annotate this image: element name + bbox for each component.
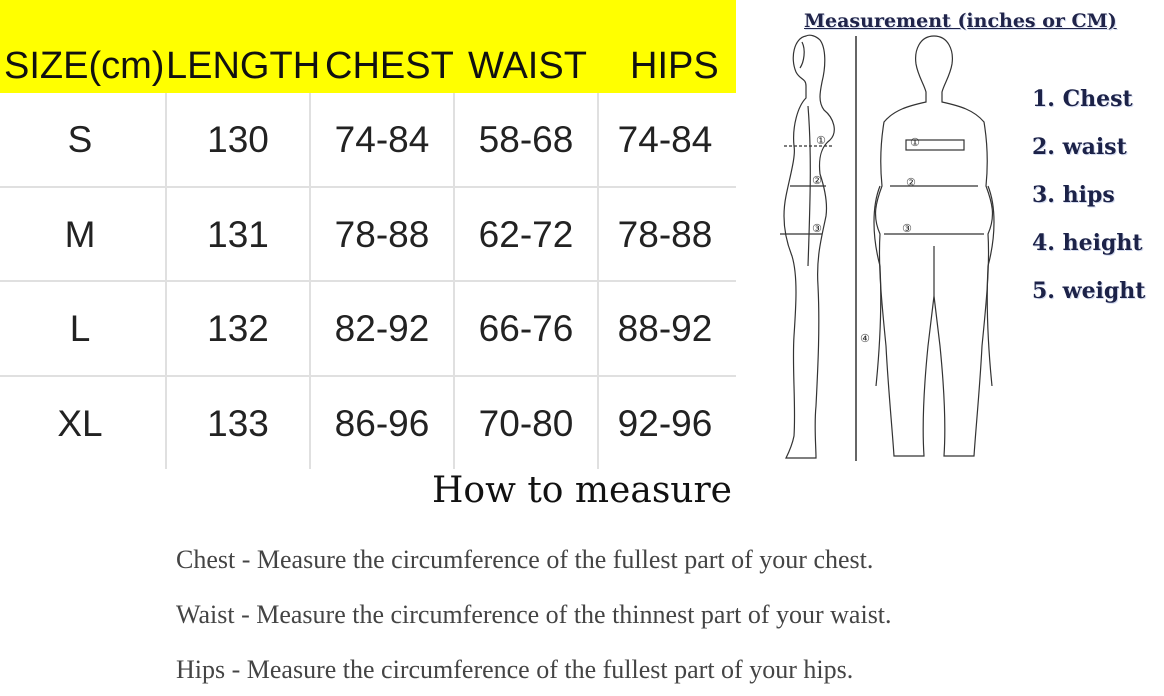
- size-cell: XL: [57, 403, 103, 444]
- table-row: [0, 377, 736, 471]
- waist-cell: 70-80: [478, 403, 574, 444]
- chest-cell: 78-88: [334, 214, 430, 255]
- marker-1-front: ①: [910, 136, 920, 149]
- instruction-chest: Chest - Measure the circumference of the fullest part of your chest.: [176, 545, 874, 574]
- hips-cell: 74-84: [617, 119, 713, 160]
- length-cell: 130: [207, 119, 269, 160]
- chest-cell: 82-92: [334, 308, 430, 349]
- table-row: [0, 93, 736, 187]
- how-to-measure-heading: How to measure: [432, 470, 732, 511]
- legend-item-chest: 1. Chest: [1032, 86, 1133, 112]
- legend-item-hips: 3. hips: [1032, 182, 1115, 208]
- hips-cell: 88-92: [617, 308, 713, 349]
- marker-3-side: ③: [812, 222, 822, 235]
- marker-1-side: ①: [816, 134, 826, 147]
- chest-cell: 74-84: [334, 119, 430, 160]
- table-row: [0, 282, 736, 376]
- waist-cell: 66-76: [478, 308, 574, 349]
- waist-cell: 58-68: [478, 119, 574, 160]
- waist-cell: 62-72: [478, 214, 574, 255]
- marker-2-side: ②: [812, 174, 822, 187]
- length-cell: 131: [207, 214, 269, 255]
- hips-cell: 92-96: [617, 403, 713, 444]
- instruction-waist: Waist - Measure the circumference of the thinnest part of your waist.: [176, 600, 892, 629]
- length-cell: 133: [207, 403, 269, 444]
- chest-cell: 86-96: [334, 403, 430, 444]
- measurement-title: Measurement (inches or CM): [804, 10, 1117, 32]
- size-chart-table: [0, 0, 736, 470]
- header-length: LENGTH: [166, 45, 321, 87]
- table-row: [0, 188, 736, 282]
- marker-3-front: ③: [902, 222, 912, 235]
- measurement-figure: [776, 6, 1164, 466]
- header-size: SIZE(cm): [4, 45, 165, 87]
- instruction-hips: Hips - Measure the circumference of the fullest part of your hips.: [176, 655, 854, 684]
- hips-cell: 78-88: [617, 214, 713, 255]
- legend-item-waist: 2. waist: [1032, 134, 1127, 160]
- size-cell: S: [67, 119, 93, 160]
- length-cell: 132: [207, 308, 269, 349]
- header-hips: HIPS: [630, 45, 719, 87]
- marker-2-front: ②: [906, 176, 916, 189]
- legend-item-height: 4. height: [1032, 230, 1143, 256]
- size-cell: L: [69, 308, 91, 349]
- header-chest: CHEST: [325, 45, 454, 87]
- header-waist: WAIST: [468, 45, 587, 87]
- size-cell: M: [64, 214, 96, 255]
- legend-item-weight: 5. weight: [1032, 278, 1146, 304]
- body-outline-illustration: [776, 6, 1036, 466]
- marker-4-height: ④: [860, 332, 870, 345]
